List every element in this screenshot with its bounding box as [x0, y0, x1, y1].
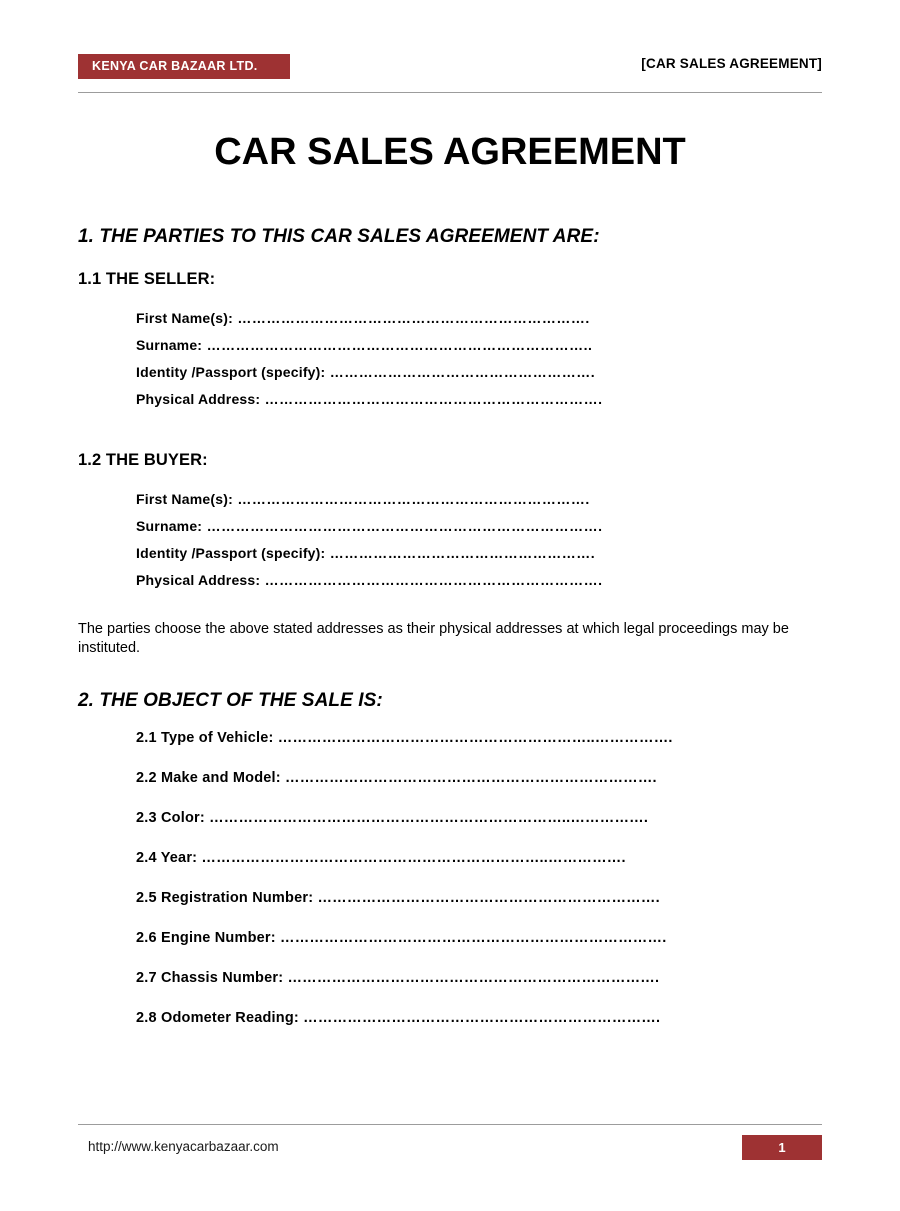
parties-address-note: The parties choose the above stated addresses as their physical addresses at which legal proceedings may be instituted. — [78, 621, 789, 656]
field-label: 2.6 Engine Number: — [136, 930, 276, 946]
field-label: Identity /Passport (specify): — [136, 545, 326, 561]
object-field-color — [136, 810, 822, 826]
field-label: Identity /Passport (specify): — [136, 364, 326, 380]
field-blank-line[interactable]: ……………………………………………………………………. — [275, 930, 667, 946]
field-blank-line[interactable]: …………………………………………………………………….. — [202, 337, 593, 353]
company-name-tab: KENYA CAR BAZAAR LTD. — [78, 54, 290, 79]
buyer-field-first-name — [136, 486, 822, 513]
field-blank-line[interactable]: ………………………………………………………………. — [298, 1010, 661, 1026]
buyer-field-surname — [136, 513, 822, 540]
subsection-heading-buyer: 1.2 THE BUYER: — [78, 451, 208, 469]
field-label: First Name(s): — [136, 491, 233, 507]
field-label: Surname: — [136, 337, 203, 353]
seller-field-first-name — [136, 305, 822, 332]
field-blank-line[interactable]: ………………………………………………………………………. — [202, 518, 603, 534]
field-label: 2.1 Type of Vehicle: — [136, 730, 274, 746]
field-label: Surname: — [136, 518, 203, 534]
field-blank-line[interactable]: ……………………………………………………………. — [260, 572, 603, 588]
page-title: CAR SALES AGREEMENT — [214, 131, 686, 173]
field-blank-line[interactable]: ……………………………………………………………. — [313, 890, 660, 906]
field-label: 2.7 Chassis Number: — [136, 970, 284, 986]
object-field-year — [136, 850, 822, 866]
section-heading-parties: 1. THE PARTIES TO THIS CAR SALES AGREEMENT ARE: — [78, 226, 600, 247]
object-field-type-of-vehicle — [136, 730, 822, 746]
object-field-chassis-number — [136, 970, 822, 986]
field-blank-line[interactable]: ………………………………………………………..……………. — [273, 730, 673, 746]
object-field-odometer-reading — [136, 1010, 822, 1026]
field-label: Physical Address: — [136, 572, 261, 588]
seller-field-identity-passport — [136, 359, 822, 386]
seller-field-list — [78, 305, 822, 413]
field-blank-line[interactable]: ………………………………………………. — [325, 545, 596, 561]
buyer-field-list — [78, 486, 822, 594]
object-field-registration-number — [136, 890, 822, 906]
field-blank-line[interactable]: …………………………………………………………………. — [280, 770, 657, 786]
field-blank-line[interactable]: ……………………………………………………………. — [260, 391, 603, 407]
field-blank-line[interactable]: ………………………………………………………………. — [232, 491, 590, 507]
object-field-make-and-model — [136, 770, 822, 786]
field-label: 2.5 Registration Number: — [136, 890, 314, 906]
buyer-field-physical-address — [136, 567, 822, 594]
field-label: 2.3 Color: — [136, 810, 205, 826]
document-page — [0, 46, 900, 1211]
subsection-heading-seller: 1.1 THE SELLER: — [78, 270, 216, 288]
field-blank-line[interactable]: ………………………………………………………………. — [232, 310, 590, 326]
field-label: 2.8 Odometer Reading: — [136, 1010, 299, 1026]
footer-website-url[interactable]: http://www.kenyacarbazaar.com — [88, 1139, 279, 1154]
page-number-badge: 1 — [742, 1135, 822, 1160]
seller-field-physical-address — [136, 386, 822, 413]
object-of-sale-field-list — [78, 730, 822, 1026]
field-label: 2.2 Make and Model: — [136, 770, 281, 786]
field-label: 2.4 Year: — [136, 850, 198, 866]
field-blank-line[interactable]: ……………………………………………………………..……………. — [197, 850, 626, 866]
field-blank-line[interactable]: ………………………………………………. — [325, 364, 596, 380]
buyer-field-identity-passport — [136, 540, 822, 567]
section-heading-object-of-sale: 2. THE OBJECT OF THE SALE IS: — [78, 690, 383, 711]
document-tag: [CAR SALES AGREEMENT] — [641, 56, 822, 71]
field-label: Physical Address: — [136, 391, 261, 407]
seller-field-surname — [136, 332, 822, 359]
page-header — [78, 46, 822, 93]
field-blank-line[interactable]: …………………………………………………………………. — [283, 970, 660, 986]
object-field-engine-number — [136, 930, 822, 946]
field-blank-line[interactable]: ………………………………………………………………..……………. — [204, 810, 649, 826]
field-label: First Name(s): — [136, 310, 233, 326]
page-footer — [78, 1124, 822, 1171]
